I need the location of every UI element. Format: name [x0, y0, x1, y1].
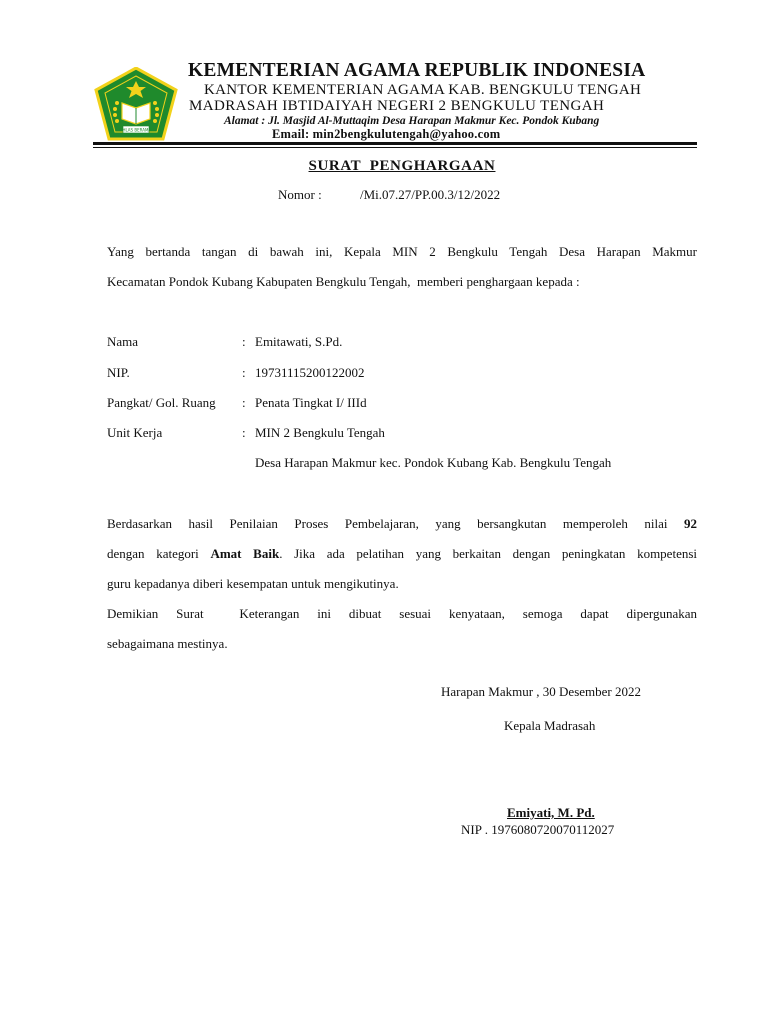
document-number-value: /Mi.07.27/PP.00.3/12/2022	[360, 187, 501, 202]
identity-colon: :	[242, 395, 246, 410]
identity-key: Nama	[107, 334, 139, 349]
closing-paragraph	[107, 599, 697, 659]
identity-key: Pangkat/ Gol. Ruang	[107, 395, 216, 410]
place-date: Harapan Makmur , 30 Desember 2022	[441, 684, 641, 699]
assessment-text: dengan kategori	[107, 546, 199, 561]
identity-value: MIN 2 Bengkulu Tengah	[255, 425, 385, 440]
identity-value: 19731115200122002	[255, 365, 365, 380]
identity-value: Emitawati, S.Pd.	[255, 334, 343, 349]
assessment-paragraph	[107, 509, 697, 599]
identity-colon: :	[242, 365, 246, 380]
school-address: Alamat : Jl. Masjid Al-Muttaqim Desa Harapan Makmur Kec. Pondok Kubang	[224, 115, 600, 127]
opening-paragraph	[107, 237, 697, 297]
letterhead-divider-thin	[93, 147, 697, 148]
school-name: MADRASAH IBTIDAIYAH NEGERI 2 BENGKULU TENGAH	[189, 98, 605, 114]
signatory-name: Emiyati, M. Pd.	[507, 805, 595, 820]
school-email: Email: min2bengkulutengah@yahoo.com	[272, 127, 501, 141]
opening-line-1: Yang bertanda tangan di bawah ini, Kepala MIN 2 Bengkulu Tengah Desa Harapan Makmur	[107, 244, 697, 259]
signatory-role: Kepala Madrasah	[504, 718, 596, 733]
letterhead-divider-thick	[93, 142, 697, 145]
identity-value: Desa Harapan Makmur kec. Pondok Kubang Kab. Bengkulu Tengah	[255, 455, 612, 470]
logo-motto: IKHLAS BERAMAL	[118, 127, 154, 133]
identity-colon: :	[242, 425, 246, 440]
document-number-label: Nomor :	[278, 187, 322, 202]
assessment-line-2	[107, 539, 697, 569]
office-name: KANTOR KEMENTERIAN AGAMA KAB. BENGKULU TENGAH	[204, 82, 642, 98]
identity-key: NIP.	[107, 365, 130, 380]
identity-colon: :	[242, 334, 246, 349]
opening-line-2: Kecamatan Pondok Kubang Kabupaten Bengkulu Tengah, memberi penghargaan kepada :	[107, 274, 580, 289]
ministry-name: KEMENTERIAN AGAMA REPUBLIK INDONESIA	[188, 60, 646, 81]
assessment-line-1	[107, 509, 697, 539]
assessment-category: Amat Baik	[210, 546, 280, 561]
assessment-text: . Jika ada pelatihan yang berkaitan dengan peningkatan kompetensi	[279, 546, 698, 561]
assessment-text: Berdasarkan hasil Penilaian Proses Pembelajaran, yang bersangkutan memperoleh nilai	[107, 516, 668, 531]
identity-value: Penata Tingkat I/ IIId	[255, 395, 367, 410]
assessment-line-3: guru kepadanya diberi kesempatan untuk mengikutinya.	[107, 576, 399, 591]
document-title: SURAT PENGHARGAAN	[308, 158, 496, 174]
closing-line-1: Demikian Surat Keterangan ini dibuat sesuai kenyataan, semoga dapat dipergunakan	[107, 606, 697, 621]
signatory-nip: NIP . 1976080720070112027	[461, 822, 615, 837]
identity-key: Unit Kerja	[107, 425, 163, 440]
closing-line-2: sebagaimana mestinya.	[107, 636, 228, 651]
assessment-score: 92	[684, 516, 697, 531]
kemenag-logo-icon	[93, 67, 179, 141]
document-number	[278, 187, 500, 203]
